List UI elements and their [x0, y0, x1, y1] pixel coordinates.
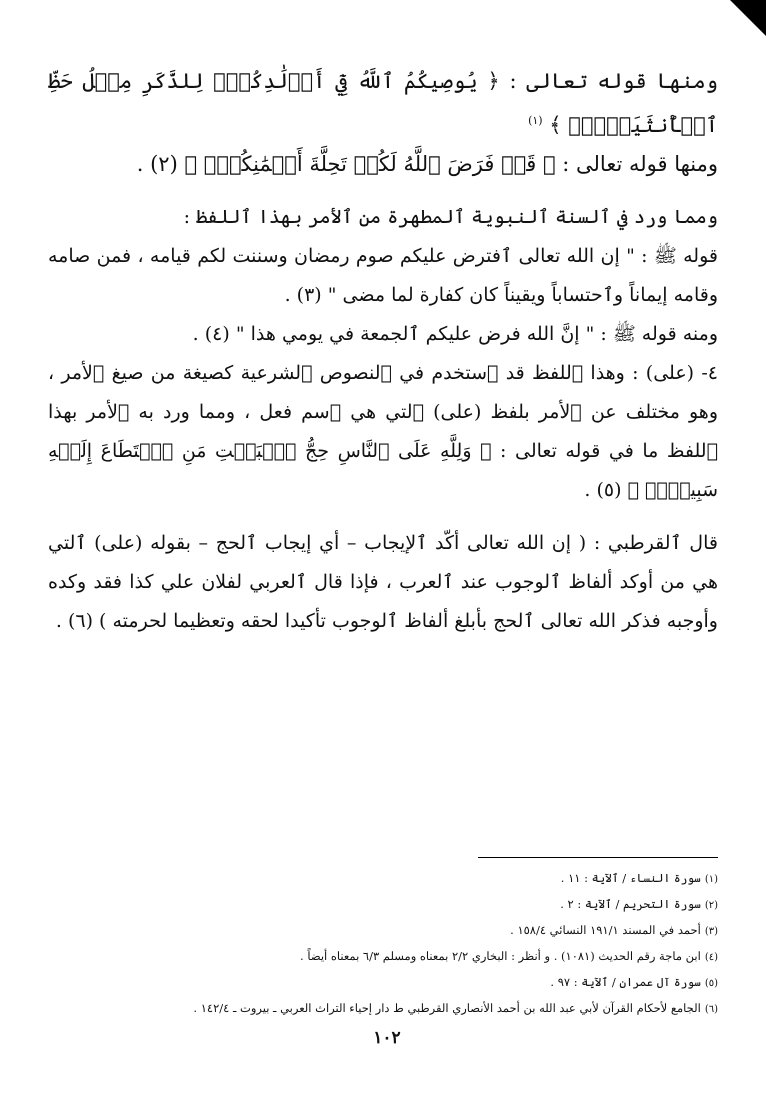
footnote-text: ابن ماجة رقم الحديث (١٠٨١) . و أنظر : البخاري ٢/٢ بمعناه ومسلم ٦/٣ بمعناه أيضاً .: [300, 949, 701, 963]
footnote-number: (٢): [704, 900, 718, 911]
footnote-item: [48, 866, 718, 892]
paragraph-text: قوله ﷺ : " إن الله تعالى ٱفترض عليكم صوم رمضان وسننت لكم قيامه ، فمن صامه وقامه إيماناً وٱحتساباً ويقيناً كان كفارة لما مضى ": [48, 245, 718, 306]
footnote-item: [48, 918, 718, 944]
footnote-number: (٦): [704, 1004, 718, 1015]
footnote-number: (٣): [704, 926, 718, 937]
footnote-text: أحمد في المسند ١٩١/١ النسائي ١٥٨/٤ .: [510, 923, 701, 937]
footnote-number: (١): [704, 874, 718, 885]
footnote-ref: (٢) .: [136, 152, 178, 176]
page-corner-mark: [730, 0, 766, 36]
footnote-ref: (٥) .: [584, 479, 622, 501]
footnote-divider: [478, 857, 718, 858]
paragraph-verse-2: [48, 145, 718, 184]
paragraph-text: ومنه قوله ﷺ : " إنَّ الله فرض عليكم ٱلجمعة في يومي هذا ": [235, 323, 718, 345]
paragraph-verse-1: [48, 62, 718, 145]
footnotes-list: [48, 866, 718, 1022]
footnote-text: سورة النساء / ٱلآية : ١١ .: [560, 871, 701, 885]
paragraph-text: قال ٱلقرطبي : ( إن الله تعالى أكّد ٱلإيجاب – أي إيجاب ٱلحج – بقوله (على) ٱلتي هي من أوكد ألفاظ ٱلوجوب عند ٱلعرب ، فإذا قال ٱلعربي لفلان علي كذا فقد وكده وأوجبه فذكر الله تعالى ٱلحج بأبلغ ألفاظ ٱلوجوب تأكيدا لحقه وتعظيما لحرمته ): [48, 532, 718, 632]
footnote-number: (٤): [704, 952, 718, 963]
paragraph-qurtubi-quote: [48, 524, 718, 641]
footnote-ref: (٣) .: [284, 284, 322, 306]
paragraph-text: ومنها قوله تعالى : ﴿ يُوصِيكُمُ ٱللَّهُ فِيٓ أَوۡلَٰدِكُمۡۖ لِلذَّكَرِ مِثۡلُ حَظِّ ٱلۡأُنثَيَيۡنِۚ ﴾: [48, 69, 718, 137]
footnote-text: الجامع لأحكام القرآن لأبي عبد الله بن أحمد الأنصاري القرطبي ط دار إحياء التراث العربي ـ بيروت ـ ١٤٢/٤ .: [193, 1001, 701, 1015]
paragraph-hadith-2: [48, 315, 718, 354]
footnote-item: [48, 996, 718, 1022]
paragraph-text: ومنها قوله تعالى : ﴿ قَدۡ فَرَضَ ٱللَّهُ لَكُمۡ تَحِلَّةَ أَيۡمَٰنِكُمۡۚ ﴾: [184, 152, 718, 176]
footnote-item: [48, 970, 718, 996]
footnote-item: [48, 892, 718, 918]
footnote-ref: (٦) .: [55, 610, 93, 632]
page-body: [48, 62, 718, 641]
footnote-ref: (٤) .: [192, 323, 230, 345]
footnote-ref: (١): [528, 114, 543, 127]
paragraph-sunnah-intro: [48, 198, 718, 237]
paragraph-text: ٤- (على) : وهذا ٱللفظ قد ٱستخدم في ٱلنصوص ٱلشرعية كصيغة من صيغ ٱلأمر ، وهو مختلف عن ٱلأمر بلفظ (على) ٱلتي هي ٱسم فعل ، ومما ورد به ٱلأمر بهذا ٱللفظ ما في قوله تعالى : ﴿ وَلِلَّهِ عَلَى ٱلنَّاسِ حِجُّ ٱلۡبَيۡتِ مَنِ ٱسۡتَطَاعَ إِلَيۡهِ سَبِيلٗاۚ ﴾: [48, 362, 718, 501]
footnote-text: سورة التحريم / ٱلآية : ٢ .: [560, 897, 701, 911]
footnote-number: (٥): [704, 978, 718, 989]
footnote-text: سورة آل عمران / ٱلآية : ٩٧ .: [550, 975, 701, 989]
footnote-item: [48, 944, 718, 970]
paragraph-hadith-1: [48, 237, 718, 315]
paragraph-text: ومما ورد في ٱلسنة ٱلنبوية ٱلمطهرة من ٱلأمر بهذا ٱللفظ :: [183, 206, 718, 228]
paragraph-ala-section: [48, 354, 718, 510]
page-number: ١٠٢: [373, 1028, 401, 1048]
